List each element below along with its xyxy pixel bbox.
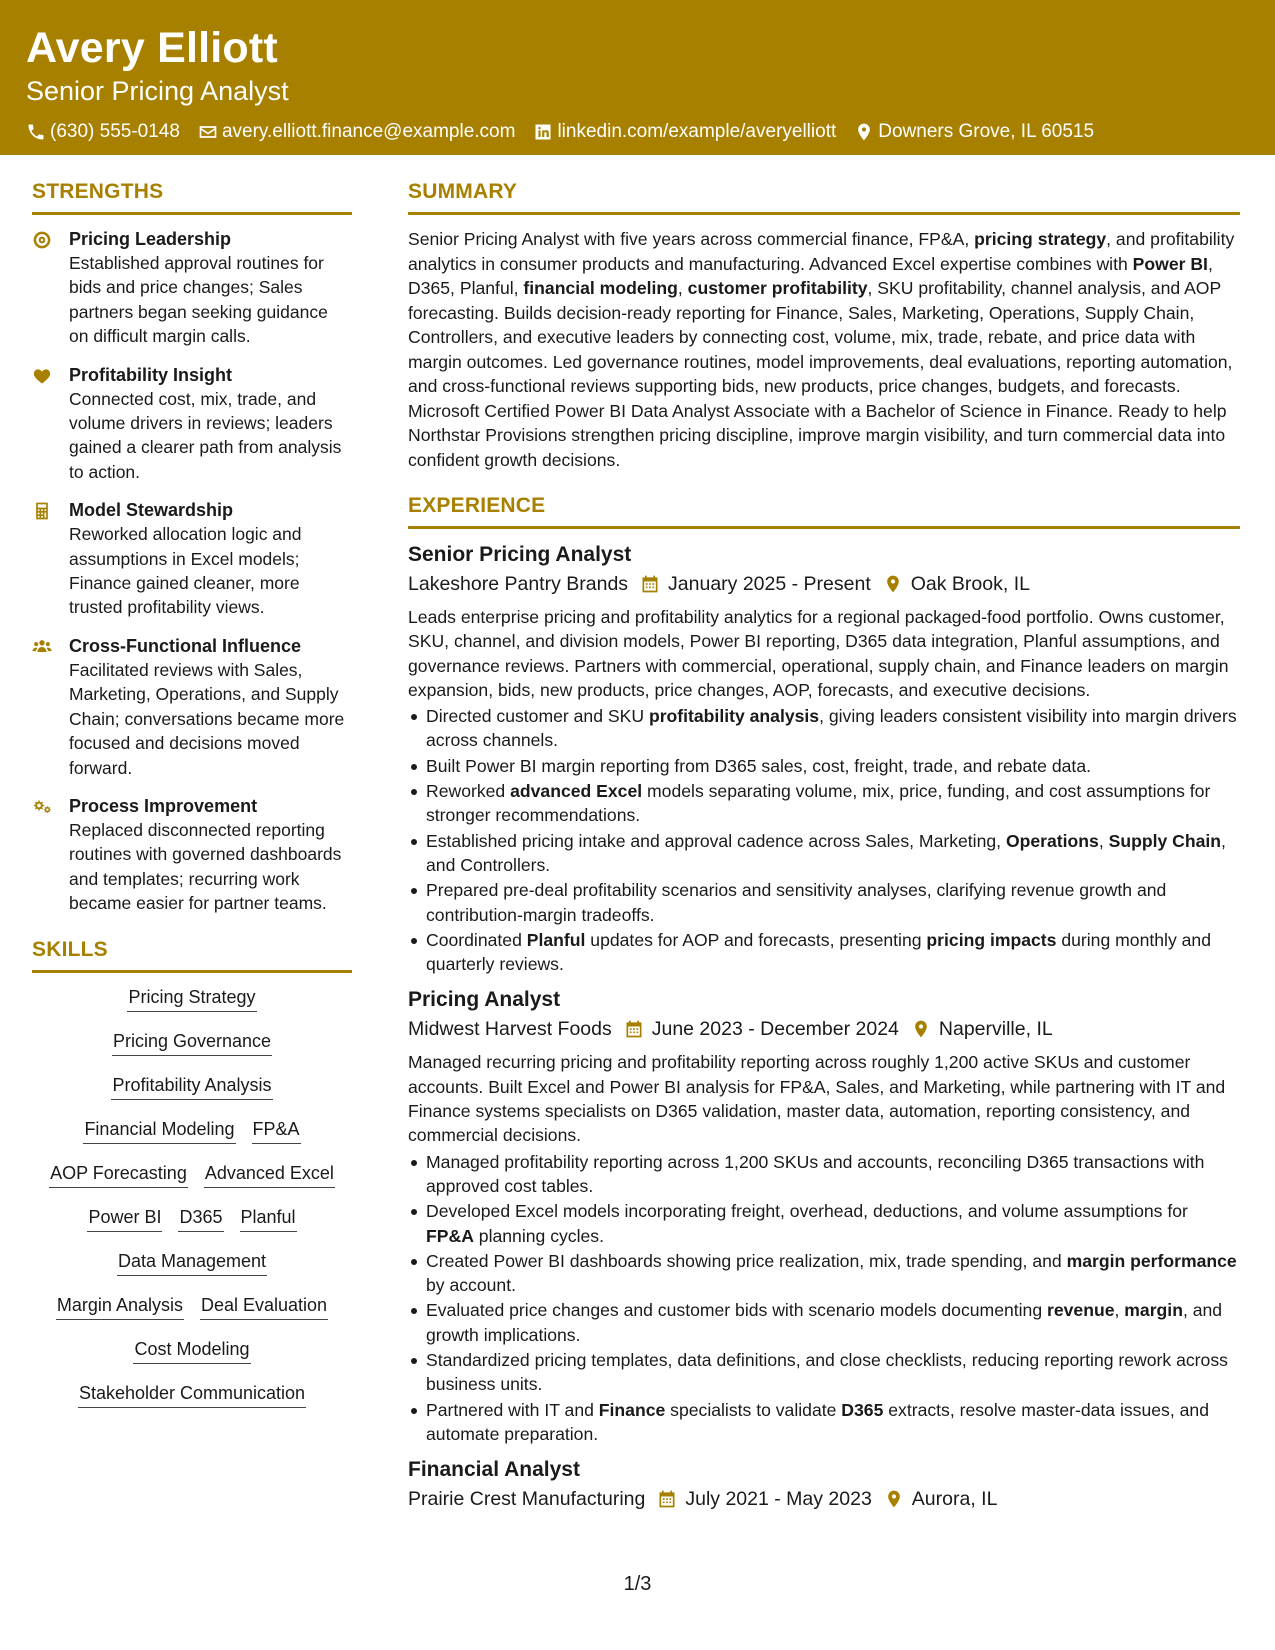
- strength-body: [58, 498, 352, 620]
- strength-body: [58, 794, 352, 916]
- strength-body: [58, 363, 352, 485]
- envelope-icon: [198, 122, 218, 142]
- strength-title: Process Improvement: [69, 795, 258, 816]
- map-pin-icon: [883, 574, 903, 594]
- location-text: Downers Grove, IL 60515: [878, 121, 1095, 142]
- calendar-icon: [657, 1489, 677, 1509]
- job-dates: January 2025 - Present: [668, 573, 871, 595]
- bold-keyword: Supply Chain: [1108, 830, 1222, 851]
- bold-keyword: profitability analysis: [648, 706, 820, 727]
- text-segment: , SKU profitability, channel analysis, and AOP forecasting. Builds decision-ready reporting for Finance, Sales, Marketing, Operations, Supply Chain, Controllers, and executive leaders by connecting cost, volume, mix, trade, rebate, and price data with margin outcomes. Led governance routines, model improvements, deal evaluations, reporting automation, and cross-functional reviews supporting bids, new products, price changes, budgets, and forecasts. Microsoft Certified Power BI Data Analyst Associate with a Bachelor of Science in Finance. Ready to help Northstar Provisions strengthen pricing discipline, improve margin visibility, and turn commercial data into confident growth decisions.: [408, 278, 1233, 470]
- bullet-item: [408, 928, 1240, 977]
- contact-location: [854, 120, 1094, 144]
- bold-keyword: margin: [1124, 1300, 1183, 1321]
- text-segment: Built Power BI margin reporting from D365 sales, cost, freight, trade, and rebate data.: [426, 755, 1091, 776]
- experience-heading: EXPERIENCE: [408, 492, 1240, 529]
- bullet-item: [408, 1249, 1240, 1298]
- gears-icon: [32, 794, 58, 916]
- skill-tag: Data Management: [117, 1249, 267, 1276]
- job-meta: [408, 1484, 1240, 1514]
- skill-row: [32, 1337, 352, 1364]
- job-title: Financial Analyst: [408, 1458, 580, 1482]
- strength-body: [58, 227, 352, 349]
- strengths-list: [32, 227, 352, 916]
- job-meta: [408, 1014, 1240, 1044]
- calculator-icon: [32, 498, 58, 620]
- job-description: Managed recurring pricing and profitability reporting across roughly 1,200 active SKUs and customer accounts. Built Excel and Power BI analysis for FP&A, Sales, and Marketing, while partnering with IT and Finance systems specialists on D365 validation, master data, automation, reporting consistency, and commercial decisions.: [408, 1052, 1226, 1146]
- text-segment: Managed profitability reporting across 1,200 SKUs and accounts, reconciling D365 transactions with approved cost tables.: [426, 1151, 1205, 1196]
- text-segment: , D365, Planful,: [408, 253, 1213, 298]
- job-company: Prairie Crest Manufacturing: [408, 1488, 646, 1511]
- skill-tag: AOP Forecasting: [49, 1161, 188, 1188]
- text-segment: models separating volume, mix, price, funding, and cost assumptions for stronger recommendations.: [426, 781, 1211, 826]
- contact-email[interactable]: [198, 120, 516, 144]
- strength-item: [32, 794, 352, 916]
- text-segment: extracts, resolve master-data issues, and automate preparation.: [426, 1399, 1209, 1444]
- text-segment: , and Controllers.: [426, 830, 1226, 875]
- text-segment: Reworked: [426, 781, 511, 802]
- bullet-item: [408, 1199, 1240, 1248]
- job-company: Midwest Harvest Foods: [408, 1018, 612, 1041]
- bold-keyword: Planful: [526, 929, 586, 950]
- right-column: [408, 178, 1240, 1524]
- phone-icon: [26, 122, 46, 142]
- bullet-item: [408, 1398, 1240, 1447]
- bullet-item: [408, 1348, 1240, 1397]
- text-segment: ,: [1114, 1300, 1125, 1321]
- skill-tag: Advanced Excel: [204, 1161, 335, 1188]
- skill-tag: Financial Modeling: [83, 1117, 235, 1144]
- bold-keyword: Power BI: [1132, 253, 1208, 274]
- job-company: Lakeshore Pantry Brands: [408, 573, 629, 595]
- job-title: Senior Pricing Analyst: [408, 543, 632, 566]
- summary-text: [408, 227, 1240, 472]
- phone-text: (630) 555-0148: [50, 121, 180, 142]
- bold-keyword: margin performance: [1066, 1250, 1237, 1271]
- job-location: Naperville, IL: [938, 1018, 1053, 1041]
- bold-keyword: customer profitability: [687, 278, 868, 298]
- text-segment: , and profitability analytics in consumer products and manufacturing. Advanced Excel expertise combines with: [408, 229, 1235, 274]
- strength-title: Profitability Insight: [69, 364, 233, 385]
- skill-tag: Pricing Governance: [112, 1029, 272, 1056]
- skill-tag: Margin Analysis: [56, 1293, 184, 1320]
- job-dates: June 2023 - December 2024: [651, 1018, 899, 1041]
- text-segment: Created Power BI dashboards showing price realization, mix, trade spending, and: [426, 1250, 1067, 1271]
- strength-item: [32, 634, 352, 780]
- contact-linkedin[interactable]: [533, 120, 836, 144]
- bullet-item: [408, 878, 1240, 927]
- bullet-item: [408, 754, 1240, 778]
- text-segment: ,: [1098, 830, 1109, 851]
- text-segment: during monthly and quarterly reviews.: [426, 929, 1211, 975]
- text-segment: Senior Pricing Analyst with five years across commercial finance, FP&A,: [408, 229, 975, 249]
- page-number: 1/3: [623, 1573, 652, 1595]
- strength-desc: Reworked allocation logic and assumptions in Excel models; Finance gained cleaner, more trusted profitability views.: [69, 524, 302, 618]
- strength-title: Model Stewardship: [69, 500, 234, 521]
- email-link[interactable]: avery.elliott.finance@example.com: [221, 121, 516, 142]
- skill-row: [32, 985, 352, 1012]
- text-segment: updates for AOP and forecasts, presenting: [585, 929, 927, 950]
- linkedin-link[interactable]: linkedin.com/example/averyelliott: [557, 121, 837, 142]
- strength-item: [32, 498, 352, 620]
- map-pin-icon: [884, 1489, 904, 1509]
- job-bullets: [408, 704, 1240, 976]
- linkedin-icon: [533, 122, 553, 142]
- skills-list: [32, 985, 352, 1408]
- contact-phone: [26, 120, 180, 144]
- text-segment: Developed Excel models incorporating freight, overhead, deductions, and volume assumptions for: [426, 1201, 1188, 1222]
- strength-title: Pricing Leadership: [69, 229, 232, 249]
- strength-desc: Connected cost, mix, trade, and volume drivers in reviews; leaders gained a clearer path from analysis to action.: [69, 388, 342, 482]
- bold-keyword: Finance: [598, 1399, 666, 1420]
- candidate-title: Senior Pricing Analyst: [26, 76, 289, 106]
- bullet-item: [408, 829, 1240, 878]
- skill-tag: FP&A: [252, 1117, 301, 1144]
- job-entry: [408, 986, 1240, 1446]
- text-segment: Coordinated: [426, 929, 527, 950]
- experience-list: [408, 541, 1240, 1514]
- skill-tag: D365: [178, 1205, 223, 1232]
- strength-desc: Replaced disconnected reporting routines with governed dashboards and templates; recurring work became easier for partner teams.: [69, 819, 342, 914]
- skill-row: [32, 1293, 352, 1320]
- job-location: Aurora, IL: [911, 1488, 998, 1511]
- skill-tag: Planful: [240, 1205, 297, 1232]
- text-segment: Directed customer and SKU: [426, 706, 649, 727]
- heart-icon: [32, 363, 58, 485]
- strengths-heading: STRENGTHS: [32, 178, 352, 215]
- bold-keyword: financial modeling: [523, 278, 678, 298]
- map-pin-icon: [911, 1019, 931, 1039]
- bullet-item: [408, 779, 1240, 828]
- job-entry: [408, 1456, 1240, 1514]
- text-segment: by account.: [426, 1275, 516, 1296]
- text-segment: Standardized pricing templates, data definitions, and close checklists, reducing reporting rework across business units.: [426, 1350, 1228, 1395]
- contact-bar: [26, 120, 1249, 144]
- bullet-item: [408, 1150, 1240, 1199]
- text-segment: Evaluated price changes and customer bids with scenario models documenting: [426, 1300, 1048, 1321]
- skill-tag: Power BI: [87, 1205, 162, 1232]
- text-segment: Prepared pre-deal profitability scenarios and sensitivity analyses, clarifying revenue growth and contribution-margin tradeoffs.: [426, 880, 1167, 925]
- bullet-item: [408, 704, 1240, 753]
- text-segment: , giving leaders consistent visibility into margin drivers across channels.: [426, 706, 1237, 751]
- job-location: Oak Brook, IL: [910, 573, 1030, 595]
- map-pin-icon: [854, 122, 874, 142]
- candidate-name: Avery Elliott: [26, 24, 278, 72]
- job-dates: July 2021 - May 2023: [685, 1488, 872, 1511]
- text-segment: specialists to validate: [665, 1399, 842, 1420]
- strength-item: [32, 363, 352, 485]
- calendar-icon: [624, 1019, 644, 1039]
- skill-row: [32, 1029, 352, 1056]
- skill-row: [32, 1161, 352, 1188]
- users-icon: [32, 634, 58, 780]
- job-title: Pricing Analyst: [408, 988, 561, 1012]
- summary-heading: SUMMARY: [408, 178, 1240, 215]
- strength-desc: Facilitated reviews with Sales, Marketing, Operations, and Supply Chain; conversations became more focused and decisions moved forward.: [69, 659, 345, 778]
- skill-tag: Stakeholder Communication: [78, 1381, 306, 1408]
- skill-tag: Cost Modeling: [133, 1337, 250, 1364]
- strength-body: [58, 634, 352, 780]
- text-segment: Established pricing intake and approval cadence across Sales, Marketing,: [426, 830, 1006, 851]
- text-segment: Partnered with IT and: [426, 1399, 599, 1420]
- job-description: Leads enterprise pricing and profitability analytics for a regional packaged-food portfolio. Owns customer, SKU, channel, and division models, Power BI reporting, D365 data integration, Planful assumptions, and governance reviews. Partners with commercial, operational, supply chain, and Finance leaders on margin expansion, bids, new products, price changes, AOP, forecasts, and executive decisions.: [408, 607, 1229, 700]
- job-meta: [408, 569, 1240, 599]
- skill-tag: Deal Evaluation: [200, 1293, 328, 1320]
- skill-tag: Pricing Strategy: [127, 985, 256, 1012]
- text-segment: , and growth implications.: [426, 1300, 1223, 1345]
- calendar-icon: [640, 574, 660, 594]
- strength-desc: Established approval routines for bids and price changes; Sales partners began seeking guidance on difficult margin calls.: [69, 253, 328, 347]
- skill-row: [32, 1381, 352, 1408]
- bold-keyword: Operations: [1005, 830, 1099, 851]
- skill-row: [32, 1073, 352, 1100]
- skill-row: [32, 1249, 352, 1276]
- left-column: [32, 178, 352, 1425]
- job-entry: [408, 541, 1240, 976]
- target-icon: [32, 227, 58, 349]
- skill-row: [32, 1205, 352, 1232]
- resume-header: [0, 0, 1275, 155]
- skill-row: [32, 1117, 352, 1144]
- bold-keyword: D365: [841, 1399, 884, 1420]
- bold-keyword: revenue: [1047, 1300, 1115, 1321]
- strength-item: [32, 227, 352, 349]
- text-segment: ,: [677, 278, 688, 298]
- bold-keyword: pricing strategy: [974, 229, 1107, 249]
- bold-keyword: pricing impacts: [926, 929, 1057, 950]
- text-segment: planning cycles.: [473, 1225, 604, 1246]
- strength-title: Cross-Functional Influence: [69, 635, 302, 656]
- skills-heading: SKILLS: [32, 936, 352, 973]
- bold-keyword: advanced Excel: [510, 781, 643, 802]
- job-bullets: [408, 1150, 1240, 1447]
- bullet-item: [408, 1298, 1240, 1347]
- skill-tag: Profitability Analysis: [111, 1073, 272, 1100]
- bold-keyword: FP&A: [426, 1225, 474, 1246]
